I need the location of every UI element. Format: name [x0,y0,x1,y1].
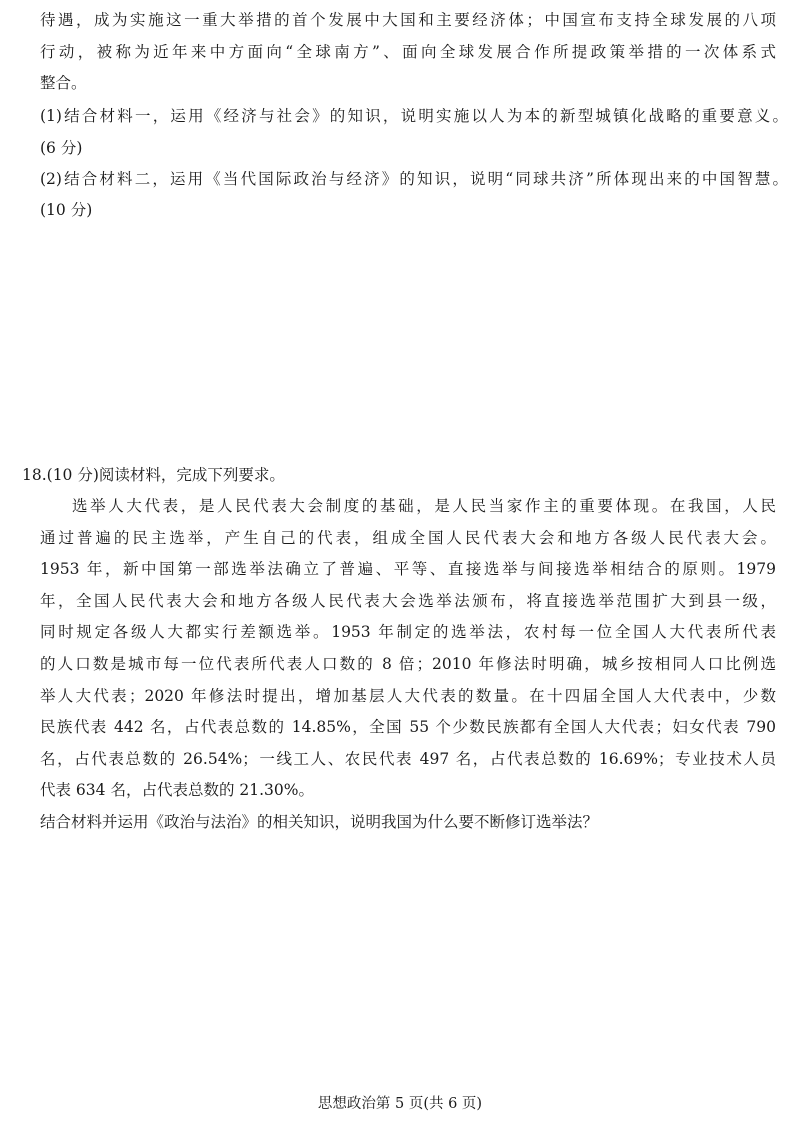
q18-material-line-8: 民族代表 442 名，占代表总数的 14.85%，全国 55 个少数民族都有全国人大代表；妇女代表 790 [40,718,776,736]
q18-question: 结合材料并运用《政治与法治》的相关知识，说明我国为什么要不断修订选举法？ [40,813,599,831]
material-continuation-line-1: 待遇，成为实施这一重大举措的首个发展中大国和主要经济体；中国宣布支持全球发展的八项 [40,11,776,29]
q18-material-line-7: 举人大代表；2020 年修法时提出，增加基层人大代表的数量。在十四届全国人大代表中，少数 [40,687,776,705]
q18-material-line-9: 名，占代表总数的 26.54%；一线工人、农民代表 497 名，占代表总数的 16.69%；专业技术人员 [40,750,776,768]
q17-part1-prompt: (1)结合材料一，运用《经济与社会》的知识，说明实施以人为本的新型城镇化战略的重要意义。 [40,107,788,125]
q17-part1-score: (6 分) [40,139,83,157]
q18-header: 18.(10 分)阅读材料，完成下列要求。 [22,466,285,484]
q18-material-line-4: 年，全国人民代表大会和地方各级人民代表大会选举法颁布，将直接选举范围扩大到县一级， [40,592,776,610]
q18-material-line-2: 通过普遍的民主选举，产生自己的代表，组成全国人民代表大会和地方各级人民代表大会。 [40,529,776,547]
q18-material-line-3: 1953 年，新中国第一部选举法确立了普遍、平等、直接选举与间接选举相结合的原则。1979 [40,560,776,578]
q18-material-line-1: 选举人大代表，是人民代表大会制度的基础，是人民当家作主的重要体现。在我国，人民 [72,497,776,515]
page-footer: 思想政治第 5 页(共 6 页) [317,1096,483,1112]
q18-material-line-10: 代表 634 名，占代表总数的 21.30%。 [40,781,314,799]
q18-material-line-6: 的人口数是城市每一位代表所代表人口数的 8 倍；2010 年修法时明确，城乡按相同人口比例选 [40,655,776,673]
material-continuation-line-2: 行动，被称为近年来中方面向“全球南方”、面向全球发展合作所提政策举措的一次体系式 [40,43,776,61]
material-continuation-line-3: 整合。 [40,74,87,92]
q18-material-line-5: 同时规定各级人大都实行差额选举。1953 年制定的选举法，农村每一位全国人大代表所代表 [40,623,776,641]
q17-part2-prompt: (2)结合材料二，运用《当代国际政治与经济》的知识，说明“同球共济”所体现出来的中国智慧。 [40,170,788,188]
q17-part2-score: (10 分) [40,201,93,219]
